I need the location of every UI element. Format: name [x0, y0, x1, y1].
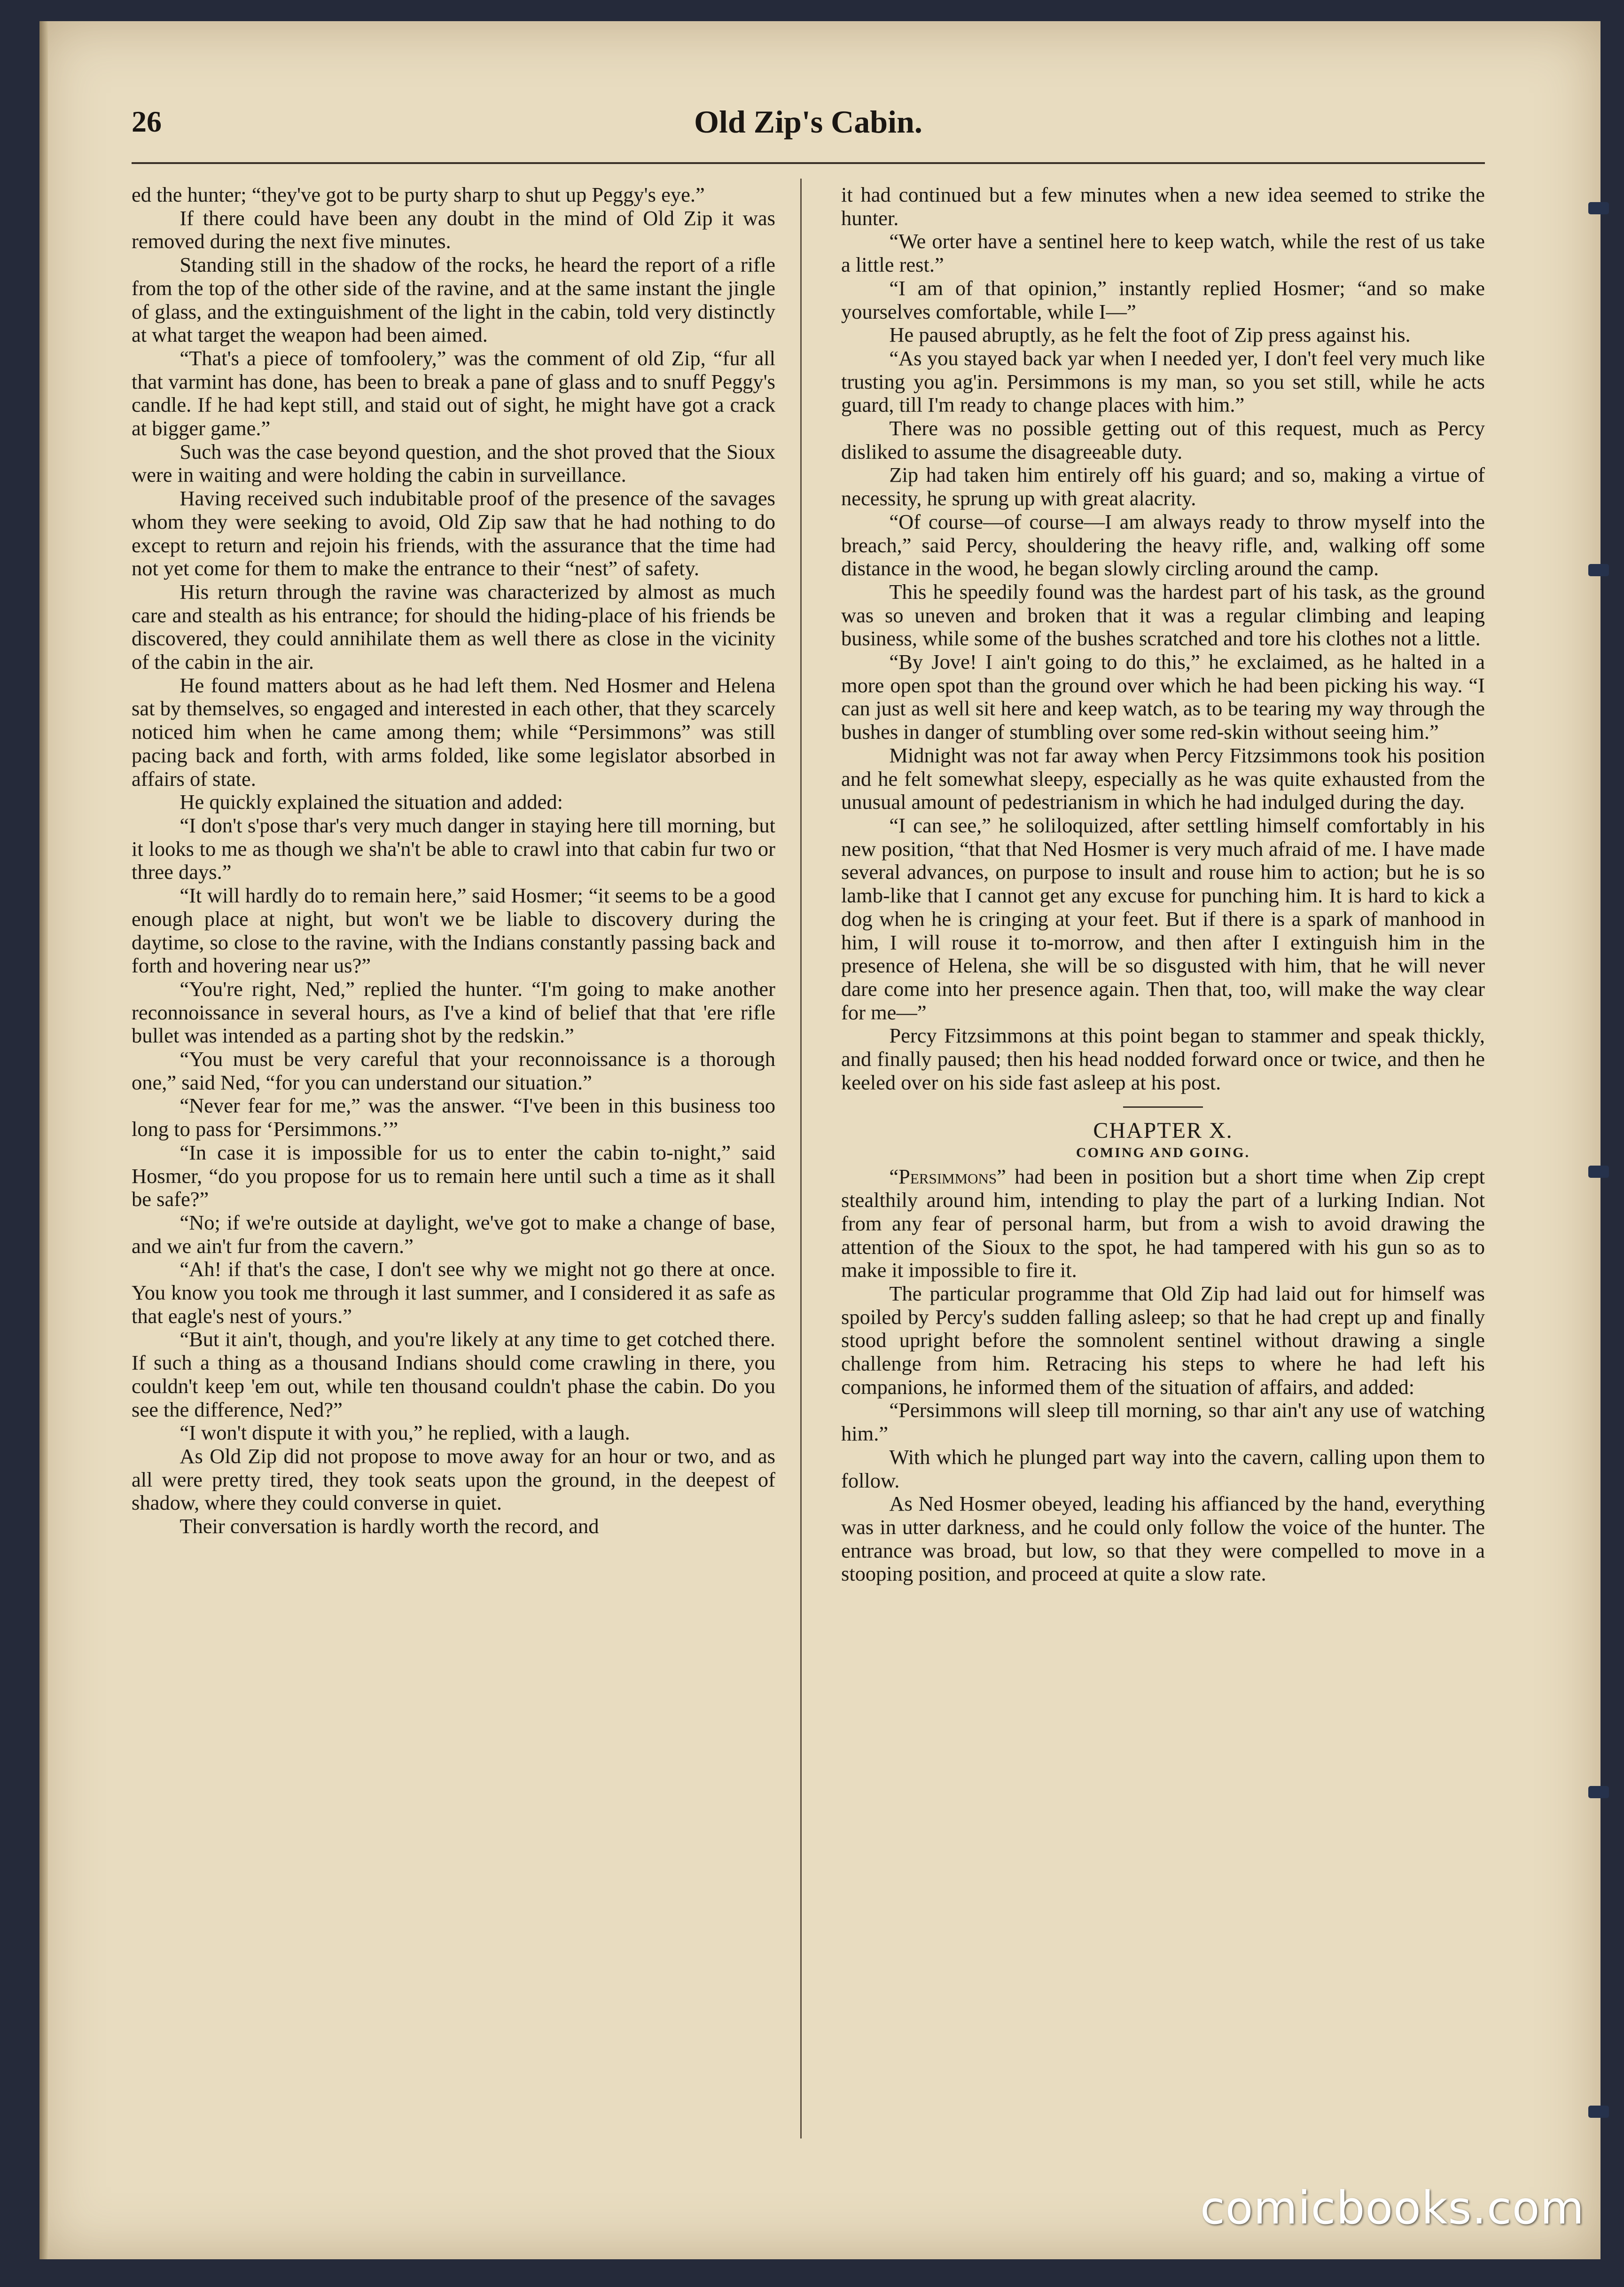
right-column: [841, 183, 1485, 2129]
paragraph-text: “That's a piece of tomfoolery,” was the comment of old Zip, “fur all that varmint has done, has been to break a pane of glass and to snuff Peggy's candle. If he had kept still, and staid out of sight, he might have got a crack at bigger game.”: [132, 346, 775, 440]
paragraph-text: it had continued but a few minutes when a new idea seemed to strike the hunter.: [841, 183, 1485, 230]
paragraph: [132, 674, 775, 791]
paragraph-text: There was no possible getting out of this request, much as Percy disliked to assume the disagreeable duty.: [841, 416, 1485, 463]
paragraph-text: Such was the case beyond question, and the shot proved that the Sioux were in waiting and were holding the cabin in surveillance.: [132, 439, 775, 487]
paragraph: [132, 580, 775, 674]
paragraph-text: “No; if we're outside at daylight, we've got to make a change of base, and we ain't fur from the cavern.”: [132, 1210, 775, 1258]
paragraph-text: Midnight was not far away when Percy Fitzsimmons took his position and he felt somewhat sleepy, especially as he was quite exhausted from the unusual amount of pedestrianism in which he had indulged during the day.: [841, 743, 1485, 814]
paragraph: [132, 1328, 775, 1421]
paragraph: [841, 1492, 1485, 1586]
paragraph: [132, 440, 775, 487]
binding-staple: [1588, 1166, 1609, 1178]
paragraph-text: “You're right, Ned,” replied the hunter. “I'm going to make another reconnoissance in several hours, as I've a kind of belief that that 'ere rifle bullet was intended as a parting shot by the redskin.”: [132, 977, 775, 1048]
left-column: [132, 183, 775, 2129]
paragraph-text: If there could have been any doubt in the mind of Old Zip it was removed during the next five minutes.: [132, 206, 775, 253]
paragraph: [841, 1165, 1485, 1282]
paragraph: [132, 1048, 775, 1094]
paragraph: [132, 978, 775, 1048]
paragraph: [841, 650, 1485, 744]
paragraph-text: His return through the ravine was characterized by almost as much care and stealth as his entrance; for should the hiding-place of his friends be discovered, they could annihilate them as well there as close in the vicinity of the cabin in the air.: [132, 580, 775, 674]
paragraph-text: Their conversation is hardly worth the record, and: [180, 1514, 599, 1538]
paragraph-text: As Ned Hosmer obeyed, leading his affianced by the hand, everything was in utter darkness, and he could only follow the voice of the hunter. The entrance was broad, but low, so that they were compelled to move in a stooping position, and proceed at quite a slow rate.: [841, 1492, 1485, 1586]
paragraph: [841, 463, 1485, 510]
paragraph: [841, 744, 1485, 814]
paragraph: [132, 183, 775, 207]
paragraph: [132, 207, 775, 253]
header-rule: [132, 162, 1485, 164]
paragraph-text: Having received such indubitable proof of the presence of the savages whom they were seeking to avoid, Old Zip saw that he had nothing to do except to return and rejoin his friends, with the assurance that the time had not yet come for them to make the entrance to their “nest” of safety.: [132, 486, 775, 580]
paragraph: [132, 253, 775, 347]
paragraph: [841, 580, 1485, 650]
right-column-text-before-chapter: [841, 183, 1485, 1094]
paragraph: [132, 791, 775, 814]
paragraph-text: “Never fear for me,” was the answer. “I've been in this business too long to pass for ‘Persimmons.’”: [132, 1094, 775, 1141]
paragraph-text: “We orter have a sentinel here to keep watch, while the rest of us take a little rest.”: [841, 229, 1485, 277]
paragraph-text: Percy Fitzsimmons at this point began to stammer and speak thickly, and finally paused; then his head nodded forward once or twice, and then he keeled over on his side fast asleep at his post.: [841, 1024, 1485, 1094]
paragraph: [132, 1211, 775, 1258]
paragraph-text: Zip had taken him entirely off his guard; and so, making a virtue of necessity, he sprung up with great alacrity.: [841, 463, 1485, 510]
paragraph-text: “I won't dispute it with you,” he replied, with a laugh.: [180, 1421, 630, 1445]
paragraph: [132, 1094, 775, 1141]
paragraph-text: “I can see,” he soliloquized, after settling himself comfortably in his new position, “that that Ned Hosmer is very much afraid of me. I have made several advances, on purpose to insult and rouse him to action; but he is so lamb-like that I cannot get any excuse for punching him. It is hard to kick a dog when he is cringing at your feet. But if there is a spark of manhood in him, I will rouse it to-morrow, and then after I extinguish him in the presence of Helena, she will be so disgusted with him, that he will never dare come into her presence again. Then that, too, will make the way clear for me—”: [841, 813, 1485, 1024]
page-number: 26: [132, 105, 162, 138]
paragraph-text: “It will hardly do to remain here,” said Hosmer; “it seems to be a good enough place at night, but won't we be liable to discovery during the daytime, so close to the ravine, with the Indians constantly passing back and forth and hovering near us?”: [132, 884, 775, 978]
paragraph: [841, 814, 1485, 1024]
paragraph: [132, 1445, 775, 1515]
paragraph-text: With which he plunged part way into the cavern, calling upon them to follow.: [841, 1445, 1485, 1492]
paragraph-text: This he speedily found was the hardest part of his task, as the ground was so uneven and broken that it was a regular climbing and leaping business, while some of the bushes scratched and tore his clothes not a little.: [841, 580, 1485, 650]
paragraph-text: “Ah! if that's the case, I don't see why we might not go there at once. You know you took me through it last summer, and I considered it as safe as that eagle's nest of yours.”: [132, 1257, 775, 1328]
paragraph-text: Standing still in the shadow of the rocks, he heard the report of a rifle from the top of the other side of the ravine, and at the same instant the jingle of glass, and the extinguishment of the light in the cabin, told very distinctly at what target the weapon had been aimed.: [132, 253, 775, 347]
paragraph: [841, 277, 1485, 323]
paragraph: [841, 1024, 1485, 1094]
paragraph-text: He quickly explained the situation and added:: [180, 790, 563, 814]
paragraph-text: He found matters about as he had left them. Ned Hosmer and Helena sat by themselves, so engaged and interested in each other, that they scarcely noticed him when he came among them; while “Persimmons” was still pacing back and forth, with arms folded, like some legislator absorbed in affairs of state.: [132, 673, 775, 791]
binding-staple: [1588, 1786, 1609, 1798]
site-watermark: comicbooks.com: [1200, 2182, 1585, 2234]
paragraph: [841, 1282, 1485, 1399]
paragraph: [841, 347, 1485, 417]
binding-staple: [1588, 564, 1609, 576]
paragraph-text: The particular programme that Old Zip had laid out for himself was spoiled by Percy's sudden falling asleep; so that he had crept up and finally stood upright before the somnolent sentinel without drawing a single challenge from him. Retracing his steps to where he had left his companions, he informed them of the situation of affairs, and added:: [841, 1281, 1485, 1399]
paragraph-text: As Old Zip did not propose to move away for an hour or two, and as all were pretty tired, they took seats upon the ground, in the deepest of shadow, where they could converse in quiet.: [132, 1444, 775, 1515]
paragraph: [132, 814, 775, 884]
paragraph-text: “Of course—of course—I am always ready to throw myself into the breach,” said Percy, shouldering the heavy rifle, and, walking off some distance in the wood, he began slowly circling around the camp.: [841, 509, 1485, 580]
binding-staple: [1588, 202, 1609, 214]
paragraph: [841, 417, 1485, 463]
column-divider: [800, 179, 802, 2138]
paragraph: [132, 1515, 775, 1538]
page-header: [132, 94, 1485, 146]
paragraph: [841, 510, 1485, 580]
paragraph-text: “By Jove! I ain't going to do this,” he exclaimed, as he halted in a more open spot than the ground over which he had been picking his way. “I can just as well sit here and keep watch, as to be tearing my way through the bushes in danger of stumbling over some red-skin without seeing him.”: [841, 650, 1485, 744]
paragraph: [841, 1399, 1485, 1445]
paragraph-text: “Persimmons will sleep till morning, so thar ain't any use of watching him.”: [841, 1398, 1485, 1446]
paragraph: [841, 1446, 1485, 1492]
chapter-heading: [841, 1106, 1485, 1162]
paragraph-text: “But it ain't, though, and you're likely at any time to get cotched there. If such a thing as a thousand Indians should come crawling in there, you couldn't keep 'em out, while ten thousand couldn't phase the cabin. Do you see the difference, Ned?”: [132, 1327, 775, 1421]
paragraph: [132, 1258, 775, 1328]
paragraph: [841, 230, 1485, 276]
paragraph: [841, 183, 1485, 230]
chapter-title: CHAPTER X.: [1093, 1118, 1233, 1144]
paragraph: [132, 884, 775, 978]
paragraph-text: ” had been in position but a short time when Zip crept stealthily around him, intending to play the part of a lurking Indian. Not from any fear of personal harm, but from a wish to avoid drawing the attention of the Sioux to the spot, he had tampered with his gun so as to make it impossible to fire it.: [841, 1165, 1485, 1282]
paragraph-lead-word: “Persimmons: [889, 1165, 997, 1189]
paragraph: [132, 1141, 775, 1211]
running-title: Old Zip's Cabin.: [694, 104, 922, 140]
right-column-text-after-chapter: [841, 1165, 1485, 1586]
paragraph: [132, 1421, 775, 1445]
paragraph: [132, 487, 775, 580]
paragraph-text: “As you stayed back yar when I needed yer, I don't feel very much like trusting you ag'in. Persimmons is my man, so you set still, while he acts guard, till I'm ready to change places with him.”: [841, 346, 1485, 417]
paragraph-text: ed the hunter; “they've got to be purty sharp to shut up Peggy's eye.”: [132, 183, 705, 206]
page-binding-edge: [39, 21, 48, 2259]
paragraph-text: He paused abruptly, as he felt the foot of Zip press against his.: [889, 323, 1411, 347]
paragraph-text: “I don't s'pose thar's very much danger in staying here till morning, but it looks to me as though we sha'n't be able to crawl into that cabin fur two or three days.”: [132, 813, 775, 884]
chapter-subtitle: COMING AND GOING.: [1076, 1145, 1250, 1161]
chapter-rule: [1123, 1106, 1203, 1108]
paragraph: [132, 347, 775, 440]
binding-staple: [1588, 2106, 1609, 2118]
paragraph-text: “In case it is impossible for us to enter the cabin to-night,” said Hosmer, “do you propose for us to remain here until such a time as it shall be safe?”: [132, 1140, 775, 1211]
paragraph-text: “I am of that opinion,” instantly replied Hosmer; “and so make yourselves comfortable, while I—”: [841, 276, 1485, 323]
paragraph-text: “You must be very careful that your reconnoissance is a thorough one,” said Ned, “for you can understand our situation.”: [132, 1047, 775, 1094]
paragraph: [841, 323, 1485, 347]
